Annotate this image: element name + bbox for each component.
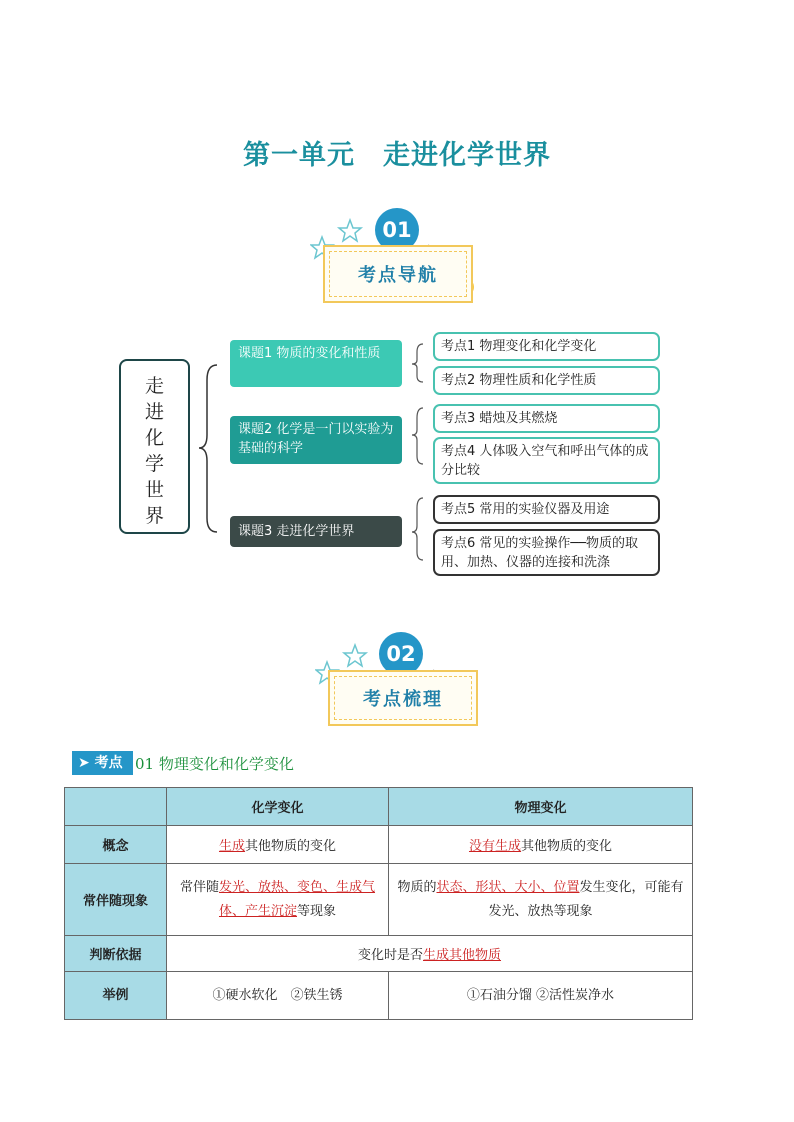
section-02-banner <box>328 670 478 726</box>
section-02-badge: 02 <box>379 632 423 676</box>
point-2: 考点2 物理性质和化学性质 <box>433 366 660 395</box>
table-row <box>65 826 693 864</box>
root-char: 进 <box>144 401 164 423</box>
lesson-1: 课题1 物质的变化和性质 <box>230 340 402 387</box>
mindmap-root <box>119 359 190 534</box>
row-label: 举例 <box>65 972 167 1020</box>
lesson-3: 课题3 走进化学世界 <box>230 516 402 547</box>
root-char: 化 <box>144 427 164 449</box>
column-header: 化学变化 <box>167 788 389 826</box>
row-label: 概念 <box>65 826 167 864</box>
lesson-2: 课题2 化学是一门以实验为基础的科学 <box>230 416 402 464</box>
point-4: 考点4 人体吸入空气和呼出气体的成分比较 <box>433 437 660 484</box>
table-cell: ①硬水软化 ②铁生锈 <box>167 972 389 1020</box>
point-5: 考点5 常用的实验仪器及用途 <box>433 495 660 524</box>
table-cell: 变化时是否生成其他物质 <box>167 936 693 972</box>
table-corner <box>65 788 167 826</box>
table-cell: 常伴随发光、放热、变色、生成气体、产生沉淀等现象 <box>167 864 389 936</box>
table-cell: 物质的状态、形状、大小、位置发生变化，可能有发光、放热等现象 <box>389 864 693 936</box>
section-01-banner-label: 考点导航 <box>358 265 438 286</box>
table-cell: ①石油分馏 ②活性炭净水 <box>389 972 693 1020</box>
section-01-badge: 01 <box>375 208 419 252</box>
table-row <box>65 788 693 826</box>
table-cell: 生成其他物质的变化 <box>167 826 389 864</box>
star-icon <box>344 645 366 666</box>
section-02-banner-label: 考点梳理 <box>363 689 443 710</box>
star-icon <box>339 220 361 241</box>
point-1: 考点1 物理变化和化学变化 <box>433 332 660 361</box>
section-01-banner <box>323 245 473 303</box>
kaodian-tag: ➤ 考点 <box>72 751 133 775</box>
root-char: 走 <box>144 375 164 397</box>
row-label: 判断依据 <box>65 936 167 972</box>
point-6: 考点6 常见的实验操作──物质的取用、加热、仪器的连接和洗涤 <box>433 529 660 576</box>
point-3: 考点3 蜡烛及其燃烧 <box>433 404 660 433</box>
column-header: 物理变化 <box>389 788 693 826</box>
table-row <box>65 864 693 936</box>
page-title: 第一单元 走进化学世界 <box>243 140 551 171</box>
table-cell: 没有生成其他物质的变化 <box>389 826 693 864</box>
table-row <box>65 936 693 972</box>
root-char: 世 <box>144 479 164 501</box>
table-row <box>65 972 693 1020</box>
kaodian-title: 01 物理变化和化学变化 <box>135 755 294 773</box>
root-char: 界 <box>144 505 164 527</box>
comparison-table <box>64 787 693 1020</box>
row-label: 常伴随现象 <box>65 864 167 936</box>
root-char: 学 <box>144 453 164 475</box>
